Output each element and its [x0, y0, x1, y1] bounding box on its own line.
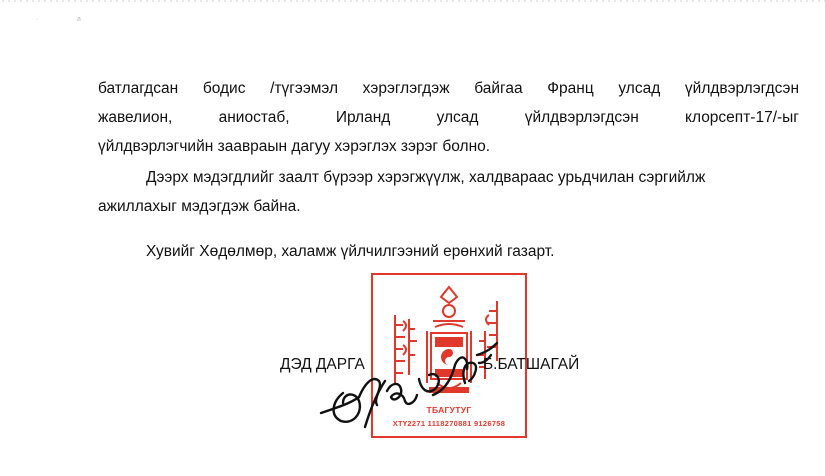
paragraph-1-word: улсад [436, 109, 479, 126]
stamp-codes: ХТҮ2271 1118270881 9126758 [392, 419, 506, 428]
copy-to-line: Хувийг Хөдөлмөр, халамж үйлчилгээний ерөнхий газарт. [146, 243, 555, 260]
paragraph-1-word: батлагдсан [98, 80, 179, 97]
signatory-title: ДЭД ДАРГА [280, 356, 365, 373]
paragraph-1-word: жавелион, [98, 109, 173, 126]
paragraph-1-word: үйлдвэрлэгдсэн [524, 109, 639, 126]
scan-speck: a [77, 16, 81, 23]
paragraph-1-word: Ирланд [335, 109, 391, 126]
paragraph-2 [98, 163, 799, 221]
scan-edge-dots [0, 0, 825, 2]
stamp-label: ТБАГУТУГ [426, 405, 472, 415]
paragraph-1-line-1 [98, 74, 799, 103]
handwritten-signature [315, 335, 505, 435]
paragraph-1-line-2 [98, 103, 799, 132]
paragraph-1-word: үйлдвэрлэгдсэн [684, 80, 799, 97]
paragraph-1-word: хэрэглэгдэж [362, 80, 450, 97]
paragraph-1 [98, 74, 799, 161]
paragraph-2-line-1: Дээрх мэдэгдлийг заалт бүрээр хэрэгжүүлж, халдвараас урьдчилан сэргийлж [146, 169, 706, 186]
paragraph-2-line-2: ажиллахыг мэдэгдэж байна. [98, 198, 301, 215]
paragraph-1-word: улсад [618, 80, 661, 97]
paragraph-1-line-3: үйлдвэрлэгчийн заавраын дагуу хэрэглэх зэрэг болно. [98, 138, 491, 155]
scan-speck: · [36, 16, 39, 23]
paragraph-1-word: байгаа [474, 80, 523, 97]
paragraph-1-word: аниостаб, [218, 109, 290, 126]
paragraph-1-word: /түгээмэл [270, 80, 339, 97]
paragraph-1-word: Франц [547, 80, 594, 97]
signatory-name: Б.БАТШАГАЙ [483, 356, 580, 373]
paragraph-1-word: клорсепт-17/-ыг [685, 109, 799, 126]
paragraph-1-word: бодис [202, 80, 246, 97]
